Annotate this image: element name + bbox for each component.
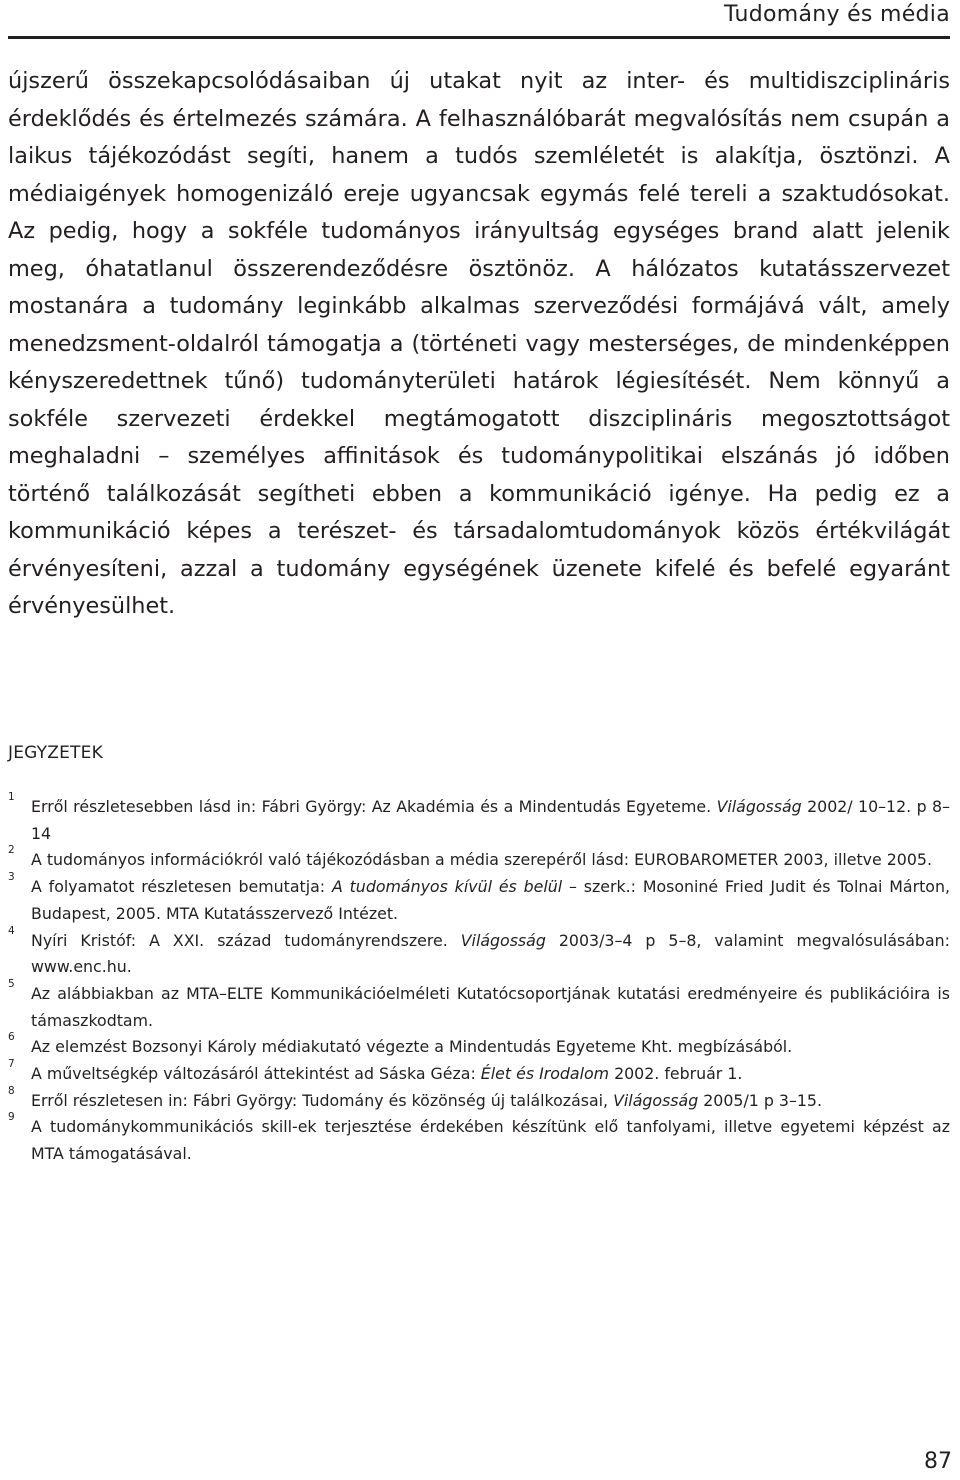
footnote-4: [8, 924, 950, 981]
footnote-title-italic: Világosság: [613, 1090, 699, 1110]
footnote-text: [31, 1091, 822, 1110]
footnote-text-part: 2002/ 10–12. p 8–14: [31, 797, 950, 843]
footnote-number: 3: [8, 871, 15, 884]
footnote-text-part: Az alábbiakban az MTA–ELTE Kommunikációelméleti Kutatócsoportjának kutatási eredményeire és publikációira is támaszkodtam.: [31, 983, 950, 1030]
footnote-text: [31, 797, 950, 843]
footnote-text-part: Nyíri Kristóf: A XXI. század tudományrendszere.: [31, 930, 461, 950]
footnote-number: 1: [8, 791, 15, 803]
footnote-text-part: 2003/3–4 p 5–8, valamint megvalósulásában: www.enc.hu.: [31, 930, 950, 977]
footnote-7: [8, 1058, 950, 1088]
footnote-6: [8, 1031, 950, 1061]
footnote-text-part: A folyamatot részletesen bemutatja:: [31, 877, 332, 897]
footnote-3: [8, 871, 950, 927]
footnote-8: [8, 1084, 950, 1115]
footnote-2: [8, 844, 950, 874]
footnote-text-part: A tudománykommunikációs skill-ek terjesztése érdekében készítünk elő tanfolyami, illetve egyetemi képzést az MTA támogatásával.: [31, 1117, 950, 1164]
footnote-1: [8, 791, 950, 847]
header-rule: [8, 36, 950, 39]
footnote-text: [31, 1117, 950, 1163]
footnote-number: 8: [8, 1084, 15, 1097]
footnote-number: 2: [8, 844, 15, 857]
footnote-text: [31, 850, 932, 869]
footnote-text-part: A tudományos információkról való tájékozódásban a média szerepéről lásd: EUROBAROMETER 2003, illetve 2005.: [31, 850, 932, 870]
footnote-text: [31, 1037, 792, 1056]
notes-list: [8, 791, 950, 1168]
footnote-text: [31, 984, 950, 1030]
running-title: Tudomány és média: [724, 2, 950, 27]
footnote-text-part: Erről részletesebben lásd in: Fábri György: Az Akadémia és a Mindentudás Egyeteme.: [31, 797, 717, 816]
footnote-title-italic: Élet és Irodalom: [480, 1064, 610, 1084]
notes-heading: JEGYZETEK: [8, 743, 103, 763]
footnote-number: 9: [8, 1111, 15, 1124]
footnote-text: [31, 1064, 742, 1083]
footnote-text: [31, 931, 950, 977]
footnote-number: 7: [8, 1058, 15, 1071]
body-paragraph: újszerű összekapcsolódásaiban új utakat nyit az inter- és multidiszciplináris érdeklődés és értelmezés számára. A felhasználóbarát megvalósítás nem csupán a laikus tájékozódást segíti, hanem a tudós szemléletét is alakítja, ösztönzi. A médiaigények homogenizáló ereje ugyancsak egymás felé tereli a szaktudósokat. Az pedig, hogy a sokféle tudományos irányultság egységes brand alatt jelenik meg, óhatatlanul összerendeződésre ösztönöz. A hálózatos kutatásszervezet mostanára a tudomány leginkább alkalmas szerveződési formájává vált, amely menedzsment-oldalról támogatja a (történeti vagy mesterséges, de mindenképpen kényszeredettnek tűnő) tudományterületi határok légiesítését. Nem könnyű a sokféle szervezeti érdekkel megtámogatott diszciplináris megosztottságot meghaladni – személyes affinitások és tudománypolitikai elszánás jó időben történő találkozását segítheti ebben a kommunikáció igénye. Ha pedig ez a kommunikáció képes a terészet- és társadalomtudományok közös értékvilágát érvényesíteni, azzal a tudomány egységének üzenete kifelé és befelé egyaránt érvényesülhet.: [8, 68, 950, 619]
footnote-9: [8, 1111, 950, 1167]
footnote-title-italic: A tudományos kívül és belül: [331, 877, 563, 897]
footnote-title-italic: Világosság: [716, 797, 802, 816]
footnote-text-part: 2005/1 p 3–15.: [698, 1090, 822, 1110]
footnote-text-part: – szerk.: Mosoniné Fried Judit és Tolnai Márton, Budapest, 2005. MTA Kutatásszervező Intézet.: [31, 877, 950, 923]
footnote-text: [31, 877, 950, 923]
footnote-text-part: Erről részletesen in: Fábri György: Tudomány és közönség új találkozásai,: [31, 1090, 614, 1110]
footnote-number: 4: [8, 924, 15, 937]
footnote-5: [8, 977, 950, 1034]
footnote-number: 5: [8, 977, 15, 990]
footnote-title-italic: Világosság: [460, 930, 546, 950]
footnote-text-part: Az elemzést Bozsonyi Károly médiakutató végezte a Mindentudás Egyeteme Kht. megbízásából.: [31, 1037, 793, 1057]
footnote-number: 6: [8, 1031, 15, 1044]
page-number: 87: [924, 1449, 952, 1474]
footnote-text-part: A műveltségkép változásáról áttekintést ad Sáska Géza:: [31, 1064, 481, 1084]
footnote-text-part: 2002. február 1.: [609, 1064, 743, 1084]
